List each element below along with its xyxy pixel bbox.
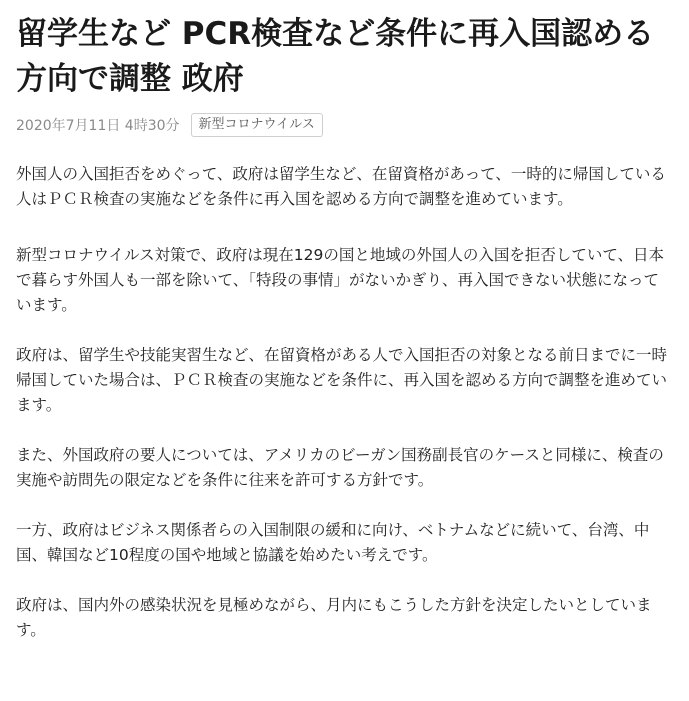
article-paragraph: また、外国政府の要人については、アメリカのビーガン国務副長官のケースと同様に、検査の実施や訪問先の限定などを条件に往来を許可する方針です。 xyxy=(16,446,664,489)
article-paragraph: 外国人の入国拒否をめぐって、政府は留学生など、在留資格があって、一時的に帰国している人はＰＣＲ検査の実施などを条件に再入国を認める方向で調整を進めています。 xyxy=(16,165,666,208)
article-headline: 留学生など PCR検査など条件に再入国認める方向で調整 政府 xyxy=(16,16,655,97)
publish-date: 2020年7月11日 4時30分 xyxy=(16,118,180,134)
article-paragraph: 一方、政府はビジネス関係者らの入国制限の緩和に向け、ベトナムなどに続いて、台湾、中国、韓国など10程度の国や地域と協議を始めたい考えです。 xyxy=(16,521,650,564)
article-paragraph: 新型コロナウイルス対策で、政府は現在129の国と地域の外国人の入国を拒否していて、日本で暮らす外国人も一部を除いて、「特段の事情」がないかぎり、再入国できない状態になっています。 xyxy=(16,246,665,314)
topic-tag[interactable]: 新型コロナウイルス xyxy=(191,113,323,137)
article-body xyxy=(16,162,673,643)
article-meta xyxy=(16,112,673,138)
article-paragraph: 政府は、国内外の感染状況を見極めながら、月内にもこうした方針を決定したいとしています。 xyxy=(16,596,652,639)
article-paragraph: 政府は、留学生や技能実習生など、在留資格がある人で入国拒否の対象となる前日までに一時帰国していた場合は、ＰＣＲ検査の実施などを条件に、再入国を認める方向で調整を進めています。 xyxy=(16,346,668,414)
